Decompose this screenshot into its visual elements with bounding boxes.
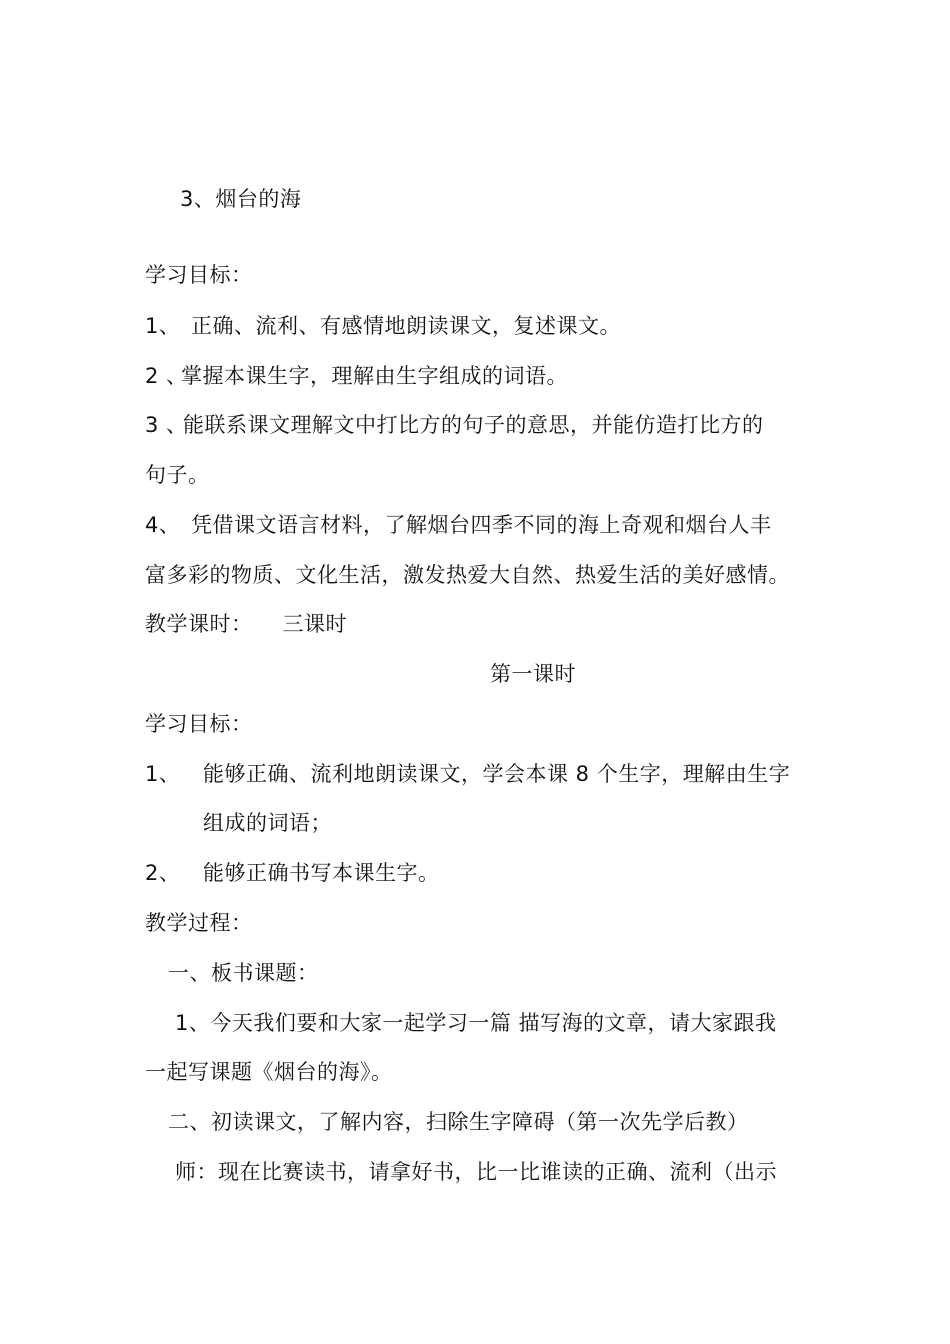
goal-item-3 [145, 410, 764, 440]
period-goal-item-2 [145, 858, 440, 888]
goal-number: 2 、 [145, 364, 188, 388]
goal-text: 掌握本课生字，理解由生字组成的词语。 [181, 364, 568, 388]
process-heading: 教学过程： [145, 911, 253, 935]
goal-number: 4、 [145, 513, 181, 537]
goal-text: 能联系课文理解文中打比方的句子的意思，并能仿造打比方的 [183, 413, 764, 437]
section-2-paragraph: 师：现在比赛读书，请拿好书，比一比谁读的正确、流利（出示 [175, 1160, 777, 1184]
goal-text: 能够正确书写本课生字。 [203, 861, 440, 885]
goal-number: 2、 [145, 861, 181, 885]
lesson-title: 3、烟台的海 [180, 187, 302, 211]
hours-value: 三课时 [282, 612, 347, 636]
section-2-title: 二、初读课文，了解内容，扫除生字障碍（第一次先学后教） [168, 1110, 749, 1134]
section-1-paragraph-cont: 一起写课题《烟台的海》。 [145, 1060, 393, 1084]
period-goals-heading: 学习目标： [145, 712, 253, 736]
section-1-paragraph: 1、今天我们要和大家一起学习一篇 描写海的文章，请大家跟我 [175, 1011, 777, 1035]
teaching-hours [145, 609, 347, 639]
goal-text: 正确、流利、有感情地朗读课文，复述课文。 [191, 314, 621, 338]
period-goal-item-1-cont: 组成的词语； [203, 811, 332, 835]
goal-item-4-cont: 富多彩的物质、文化生活，激发热爱大自然、热爱生活的美好感情。 [145, 563, 790, 587]
goal-item-1 [145, 311, 621, 341]
section-1-title: 一、板书课题： [168, 961, 319, 985]
period-goal-item-1 [145, 759, 790, 789]
goal-item-3-cont: 句子。 [145, 463, 210, 487]
goal-text: 凭借课文语言材料，了解烟台四季不同的海上奇观和烟台人丰 [191, 513, 772, 537]
hours-label: 教学课时： [145, 612, 253, 636]
goal-number: 3 、 [145, 413, 188, 437]
goal-text: 能够正确、流利地朗读课文，学会本课 8 个生字，理解由生字 [203, 762, 791, 786]
goals-heading: 学习目标： [145, 263, 253, 287]
goal-number: 1、 [145, 314, 181, 338]
period-title: 第一课时 [490, 662, 576, 686]
goal-number: 1、 [145, 762, 181, 786]
goal-item-2 [145, 361, 568, 391]
goal-item-4 [145, 510, 772, 540]
